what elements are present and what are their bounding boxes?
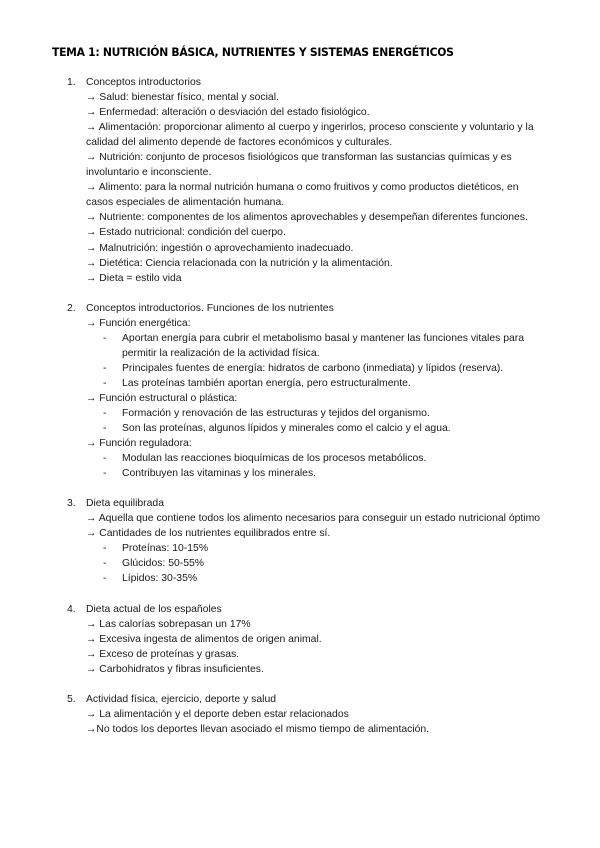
arrow-item: → Enfermedad: alteración o desviación del estado fisiológico. [86, 107, 370, 119]
sub-bullet-text: Modulan las reacciones bioquímicas de los procesos metabólicos. [122, 453, 427, 465]
section-heading-text: Dieta equilibrada [86, 498, 164, 510]
sub-bullet-item [67, 571, 547, 586]
dash-bullet: - [103, 332, 107, 344]
sub-bullet-item [67, 376, 547, 391]
sub-bullet-item [67, 331, 547, 361]
list-section [67, 692, 547, 737]
arrow-item: → Salud: bienestar físico, mental y social. [86, 92, 279, 104]
sub-bullet-item [67, 556, 547, 571]
dash-bullet: - [103, 453, 107, 465]
dash-bullet: - [103, 543, 107, 555]
sub-bullet-text: Las proteínas también aportan energía, pero estructuralmente. [122, 377, 411, 389]
document-body [67, 75, 547, 752]
sub-bullet-item [67, 406, 547, 421]
section-heading [67, 301, 547, 316]
section-number: 5. [67, 693, 76, 705]
arrow-item: → Función energética: [86, 317, 191, 329]
sub-bullet-text: Lípidos: 30-35% [122, 573, 198, 585]
arrow-item: → Nutrición: conjunto de procesos fisiológicos que transforman las sustancias químicas y es involuntario e inconsciente. [86, 152, 512, 179]
arrow-item: →No todos los deportes llevan asociado el mismo tiempo de alimentación. [86, 723, 430, 735]
section-number: 4. [67, 603, 76, 615]
sub-bullet-text: Aportan energía para cubrir el metabolismo basal y mantener las funciones vitales para permitir la realización de la actividad física. [122, 332, 524, 359]
dash-bullet: - [103, 468, 107, 480]
arrow-item: → Aquella que contiene todos los alimento necesarios para conseguir un estado nutricional óptimo [86, 513, 541, 525]
arrow-item: → Carbohidratos y fibras insuficientes. [86, 663, 264, 675]
arrow-item: → Alimentación: proporcionar alimento al cuerpo y ingerirlos, proceso consciente y voluntario y la calidad del alimento depende de factores económicos y culturales. [86, 122, 534, 149]
list-section [67, 301, 547, 482]
arrow-item: → Las calorías sobrepasan un 17% [86, 618, 251, 630]
dash-bullet: - [103, 377, 107, 389]
dash-bullet: - [103, 558, 107, 570]
arrow-item: → Nutriente: componentes de los alimentos aprovechables y desempeñan diferentes funciones. [86, 212, 528, 224]
dash-bullet: - [103, 573, 107, 585]
sub-bullet-text: Principales fuentes de energía: hidratos de carbono (inmediata) y lípidos (reserva). [122, 362, 504, 374]
dash-bullet: - [103, 407, 107, 419]
document-title: TEMA 1: NUTRICIÓN BÁSICA, NUTRIENTES Y SISTEMAS ENERGÉTICOS [52, 45, 454, 59]
arrow-item: → Alimento: para la normal nutrición humana o como fruitivos y como productos dietéticos, en casos especiales de alimentación humana. [86, 182, 519, 209]
arrow-item: → Estado nutricional: condición del cuerpo. [86, 227, 286, 239]
arrow-item: → Dieta = estilo vida [86, 272, 182, 284]
sub-bullet-item [67, 451, 547, 466]
list-section [67, 602, 547, 677]
arrow-item: → Dietética: Ciencia relacionada con la nutrición y la alimentación. [86, 257, 393, 269]
sub-bullet-text: Glúcidos: 50-55% [122, 558, 205, 570]
arrow-item: → Excesiva ingesta de alimentos de origen animal. [86, 633, 322, 645]
sub-bullet-text: Proteínas: 10-15% [122, 543, 209, 555]
arrow-item: → Malnutrición: ingestión o aprovechamiento inadecuado. [86, 242, 354, 254]
sub-bullet-item [67, 421, 547, 436]
section-heading-text: Actividad física, ejercicio, deporte y salud [86, 693, 277, 705]
sub-bullet-text: Contribuyen las vitaminas y los minerales. [122, 468, 317, 480]
arrow-item: → Función estructural o plástica: [86, 392, 238, 404]
sub-bullet-item [67, 541, 547, 556]
section-number: 3. [67, 498, 76, 510]
list-section [67, 75, 547, 286]
dash-bullet: - [103, 423, 107, 435]
arrow-item: → La alimentación y el deporte deben estar relacionados [86, 708, 349, 720]
arrow-item: → Exceso de proteínas y grasas. [86, 648, 240, 660]
section-heading [67, 692, 547, 707]
section-heading-text: Dieta actual de los españoles [86, 603, 222, 615]
section-heading-text: Conceptos introductorios. Funciones de los nutrientes [86, 302, 334, 314]
arrow-item: → Cantidades de los nutrientes equilibrados entre sí. [86, 528, 331, 540]
section-number: 2. [67, 302, 76, 314]
section-number: 1. [67, 77, 76, 88]
sub-bullet-text: Formación y renovación de las estructuras y tejidos del organismo. [122, 407, 430, 419]
section-heading-text: Conceptos introductorios [86, 77, 201, 88]
section-heading [67, 602, 547, 617]
sub-bullet-item [67, 361, 547, 376]
dash-bullet: - [103, 362, 107, 374]
arrow-item: → Función reguladora: [86, 438, 192, 450]
section-heading [67, 75, 547, 90]
sub-bullet-item [67, 466, 547, 481]
list-section [67, 496, 547, 586]
sub-bullet-text: Son las proteínas, algunos lípidos y minerales como el calcio y el agua. [122, 423, 451, 435]
section-heading [67, 496, 547, 511]
